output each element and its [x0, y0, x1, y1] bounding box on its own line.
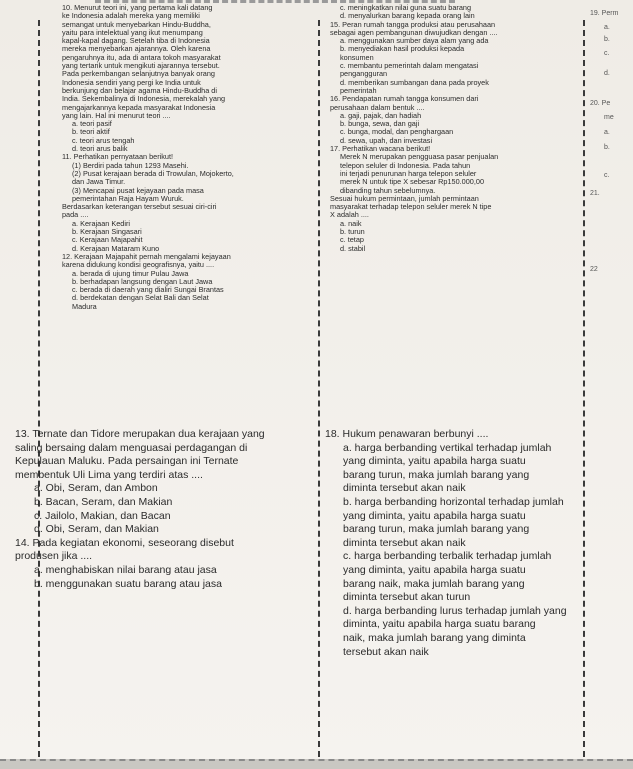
answer-option: a. gaji, pajak, dan hadiah: [340, 110, 422, 120]
answer-option: d. sewa, upah, dan investasi: [340, 135, 433, 145]
answer-option: yang diminta, yaitu apabila harga suatu: [343, 455, 526, 468]
answer-option: (2) Pusat kerajaan berada di Trowulan, Mojokerto,: [72, 168, 234, 178]
question-line: mengajarkannya kepada masyarakat Indonesia: [62, 102, 216, 112]
answer-option: yang diminta, yaitu apabila harga suatu: [343, 509, 526, 522]
answer-option: d. teori arus balik: [72, 144, 128, 154]
answer-option: d. berdekatan dengan Selat Bali dan Selat: [72, 293, 209, 303]
question-line: kapal-kapal dagang. Setelah tiba di Indonesia: [62, 36, 210, 46]
answer-option: c. tetap: [340, 235, 364, 245]
answer-option: yang diminta, yaitu apabila harga suatu: [343, 563, 526, 576]
answer-option: a. menghabiskan nilai barang atau jasa: [34, 563, 217, 576]
edge-fragment: b.: [604, 36, 610, 43]
question-line: produsen jika ....: [15, 550, 93, 563]
question-line: karena didukung kondisi geografisnya, yaitu ....: [62, 260, 215, 270]
right-column-top: [330, 4, 585, 253]
answer-option: (1) Berdiri pada tahun 1293 Masehi.: [72, 160, 189, 170]
answer-option: barang turun, maka jumlah barang yang: [343, 468, 530, 481]
answer-option: b. bunga, sewa, dan gaji: [340, 119, 420, 129]
edge-fragment: b.: [604, 144, 610, 151]
edge-fragment: c.: [604, 50, 610, 57]
answer-option: d. menyalurkan barang kepada orang lain: [340, 11, 475, 21]
left-binding-marks: [38, 20, 42, 757]
question-line: 10. Menurut teori ini, yang pertama kali datang: [62, 3, 213, 12]
question-line: Sesuai hukum permintaan, jumlah permintaan: [330, 193, 479, 203]
answer-option: a. naik: [340, 218, 362, 228]
question-line: India. Sekembalinya di Indonesia, merekalah yang: [62, 94, 226, 104]
question-line: membentuk Uli Lima yang terdiri atas ....: [15, 468, 203, 481]
question-line: pada ....: [62, 210, 89, 220]
answer-option: pemerintah: [340, 85, 377, 95]
edge-fragment: c.: [604, 172, 610, 179]
question-line: X adalah ....: [330, 210, 369, 220]
answer-option: (3) Mencapai pusat kejayaan pada masa: [72, 185, 204, 195]
question-line: 18. Hukum penawaran berbunyi ....: [325, 428, 489, 440]
question-line: ke Indonesia adalah mereka yang memiliki: [62, 11, 200, 21]
answer-option: b. menggunakan suatu barang atau jasa: [34, 577, 222, 590]
answer-option: konsumen: [340, 52, 374, 62]
question-line: saling bersaing dalam menguasai perdagangan di: [15, 441, 248, 454]
question-line: Indonesia sendiri yang pergi ke India untuk: [62, 77, 201, 87]
answer-option: tersebut akan naik: [343, 645, 429, 658]
edge-fragment: a.: [604, 24, 610, 31]
question-line: perusahaan dalam bentuk ....: [330, 102, 425, 112]
answer-option: a. teori pasif: [72, 119, 112, 129]
edge-fragment: 22: [590, 266, 598, 273]
answer-option: ini terjadi penurunan harga telepon seluler: [340, 168, 477, 178]
answer-option: d. Obi, Seram, dan Makian: [34, 523, 159, 536]
question-line: 17. Perhatikan wacana berikut!: [330, 144, 431, 154]
edge-fragment: d.: [604, 70, 610, 77]
answer-option: diminta, yaitu apabila harga suatu barang: [343, 618, 536, 631]
answer-option: diminta tersebut akan turun: [343, 591, 471, 604]
edge-fragment: 19. Perm: [590, 10, 619, 17]
answer-option: pengangguran: [340, 69, 388, 79]
answer-option: pemerintahan Raja Hayam Wuruk.: [72, 193, 184, 203]
answer-option: Merek N merupakan pengguasa pasar penjualan: [340, 152, 499, 162]
answer-option: a. Kerajaan Kediri: [72, 218, 131, 228]
answer-option: a. menggunakan sumber daya alam yang ada: [340, 36, 489, 46]
question-line: yang lain. Hal ini menurut teori ....: [62, 110, 171, 120]
answer-option: d. stabil: [340, 243, 366, 253]
answer-option: a. Obi, Seram, dan Ambon: [34, 482, 158, 495]
answer-option: c. harga berbanding terbalik terhadap jumlah: [343, 550, 552, 563]
edge-fragment: 21.: [590, 190, 600, 197]
question-line: semangat untuk menyebarkan Hindu-Buddha,: [62, 19, 211, 29]
question-line: 11. Perhatikan pernyataan berikut!: [62, 152, 174, 162]
answer-option: dan Jawa Timur.: [72, 177, 126, 187]
question-line: sebagai agen pembangunan diwujudkan dengan ....: [330, 27, 498, 37]
answer-option: b. turun: [340, 227, 365, 237]
question-line: Pada perkembangan selanjutnya banyak orang: [62, 69, 215, 79]
page-bottom-edge: [0, 759, 633, 769]
answer-option: Madura: [72, 301, 97, 311]
left-column-bottom: [15, 428, 330, 591]
answer-option: b. teori aktif: [72, 127, 110, 137]
answer-option: merek N untuk tipe X sebesar Rp150.000,00: [340, 177, 484, 187]
question-line: masyarakat terhadap telepon seluler merek N tipe: [330, 202, 492, 212]
edge-fragment: me: [604, 114, 614, 121]
question-line: mereka menyebarkan ajarannya. Oleh karena: [62, 44, 211, 54]
answer-option: a. berada di ujung timur Pulau Jawa: [72, 268, 189, 278]
answer-option: diminta tersebut akan naik: [343, 482, 466, 495]
left-column-top: [62, 4, 327, 311]
right-column-bottom: [325, 428, 625, 659]
answer-option: barang naik, maka jumlah barang yang: [343, 577, 525, 590]
answer-option: b. menyediakan hasil produksi kepada: [340, 44, 465, 54]
question-line: Kepulauan Maluku. Pada persaingan ini Ternate: [15, 455, 239, 468]
question-line: 15. Peran rumah tangga produksi atau perusahaan: [330, 19, 496, 29]
answer-option: b. berhadapan langsung dengan Laut Jawa: [72, 276, 213, 286]
answer-option: barang turun, maka jumlah barang yang: [343, 523, 530, 536]
answer-option: c. berada di daerah yang dialiri Sungai Brantas: [72, 285, 224, 295]
answer-option: c. membantu pemerintah dalam mengatasi: [340, 61, 479, 71]
answer-option: diminta tersebut akan naik: [343, 536, 466, 549]
answer-option: c. Jailolo, Makian, dan Bacan: [34, 509, 171, 522]
question-line: pengaruhnya itu, ada di antara tokoh masyarakat: [62, 52, 221, 62]
question-line: 14. Pada kegiatan ekonomi, seseorang disebut: [15, 536, 234, 549]
question-line: berkunjung dan belajar agama Hindu-Buddha di: [62, 85, 217, 95]
edge-fragment: 20. Pe: [590, 100, 611, 107]
answer-option: telepon seluler di Indonesia. Pada tahun: [340, 160, 471, 170]
answer-option: d. Kerajaan Mataram Kuno: [72, 243, 160, 253]
answer-option: b. Kerajaan Singasari: [72, 227, 142, 237]
answer-option: b. harga berbanding horizontal terhadap jumlah: [343, 495, 564, 508]
answer-option: a. harga berbanding vertikal terhadap jumlah: [343, 441, 552, 454]
answer-option: c. bunga, modal, dan penghargaan: [340, 127, 454, 137]
question-line: 12. Kerajaan Majapahit pernah mengalami kejayaan: [62, 251, 231, 261]
answer-option: naik, maka jumlah barang yang diminta: [343, 631, 526, 644]
edge-fragment: a.: [604, 129, 610, 136]
question-line: Berdasarkan keterangan tersebut sesuai ciri-ciri: [62, 202, 217, 212]
answer-option: b. Bacan, Seram, dan Makian: [34, 495, 173, 508]
question-line: 13. Ternate dan Tidore merupakan dua kerajaan yang: [15, 428, 265, 440]
question-line: yaitu para intelektual yang ikut menumpang: [62, 27, 203, 37]
answer-option: d. harga berbanding lurus terhadap jumlah yang: [343, 604, 567, 617]
question-line: 16. Pendapatan rumah tangga konsumen dari: [330, 94, 479, 104]
answer-option: dibanding tahun sebelumnya.: [340, 185, 436, 195]
answer-option: c. Kerajaan Majapahit: [72, 235, 143, 245]
answer-option: c. teori arus tengah: [72, 135, 135, 145]
question-line: yang tertarik untuk mengikuti ajarannya tersebut.: [62, 61, 220, 71]
answer-option: c. meningkatkan nilai guna suatu barang: [340, 3, 472, 12]
answer-option: d. memberikan sumbangan dana pada proyek: [340, 77, 489, 87]
